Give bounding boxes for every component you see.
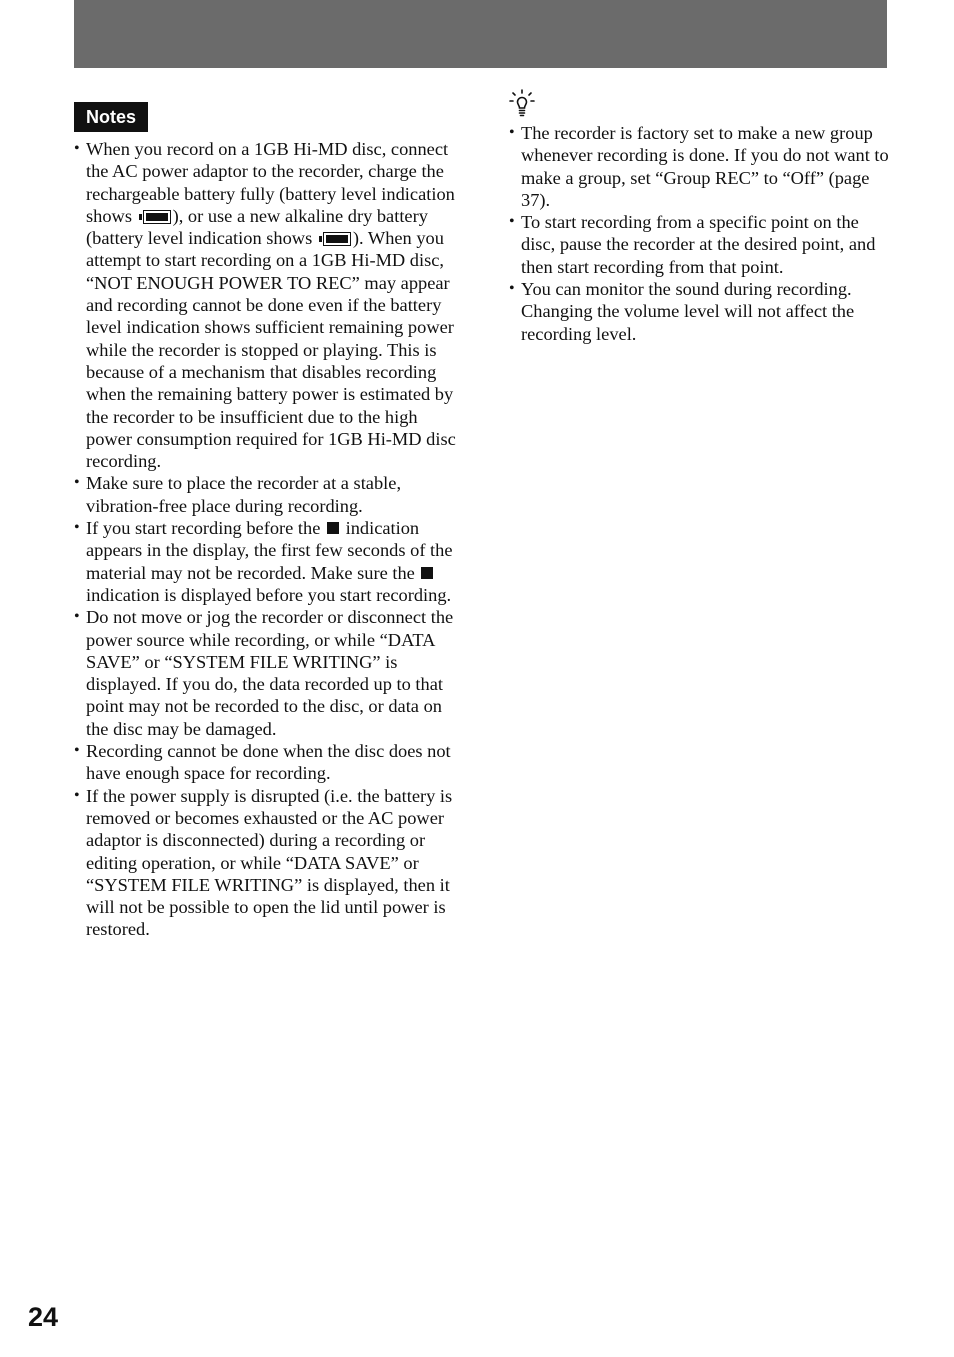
notes-list <box>74 138 456 941</box>
battery-full-icon <box>143 210 171 224</box>
hints-list <box>509 122 889 345</box>
list-item: • To start recording from a specific point on the disc, pause the recorder at the desired point, and then start recording from that point. <box>509 211 889 278</box>
list-item: • You can monitor the sound during recording. Changing the volume level will not affect the recording level. <box>509 278 889 345</box>
list-item: • Recording cannot be done when the disc does not have enough space for recording. <box>74 740 456 785</box>
note-text: If you start recording before the <box>86 518 325 539</box>
lightbulb-icon <box>509 89 535 117</box>
list-item: • Do not move or jog the recorder or disconnect the power source while recording, or while “DATA SAVE” or “SYSTEM FILE WRITING” is displayed. If you do, the data recorded up to that point may not be recorded to the disc, or data on the disc may be damaged. <box>74 606 456 740</box>
stop-icon <box>421 567 433 579</box>
list-item <box>74 517 456 606</box>
note-text: indication is displayed before you start recording. <box>86 584 452 605</box>
note-text: When you record on a 1GB Hi-MD disc, connect the AC power adaptor to the recorder, charge the rechargeable battery fully (battery level indication shows <box>86 139 455 226</box>
battery-full-icon <box>323 232 351 246</box>
page-number: 24 <box>28 1302 59 1332</box>
list-item <box>74 138 456 472</box>
notes-badge: Notes <box>74 102 148 132</box>
list-item: • The recorder is factory set to make a new group whenever recording is done. If you do not want to make a group, set “Group REC” to “Off” (page 37). <box>509 122 889 211</box>
hints-column <box>509 122 889 345</box>
note-text: indication appears in the display, the first few seconds of the material may not be recorded. Make sure the <box>86 518 453 583</box>
note-text: ). When you attempt to start recording on a 1GB Hi-MD disc, “NOT ENOUGH POWER TO REC” may appear and recording cannot be done even if the battery level indication shows sufficient remaining power while the recorder is stopped or playing. This is because of a mechanism that disables recording when the remaining battery power is estimated by the recorder to be insufficient due to the high power consumption required for 1GB Hi-MD disc recording. <box>86 228 456 472</box>
header-bar <box>74 0 887 68</box>
notes-column <box>74 138 456 941</box>
list-item: • Make sure to place the recorder at a stable, vibration-free place during recording. <box>74 472 456 517</box>
note-text: ), or use a new alkaline dry battery (battery level indication shows <box>86 205 428 249</box>
list-item: • If the power supply is disrupted (i.e. the battery is removed or becomes exhausted or the AC power adaptor is disconnected) during a recording or editing operation, or while “DATA SAVE” or “SYSTEM FILE WRITING” is displayed, then it will not be possible to open the lid until power is restored. <box>74 785 456 941</box>
stop-icon <box>327 522 339 534</box>
